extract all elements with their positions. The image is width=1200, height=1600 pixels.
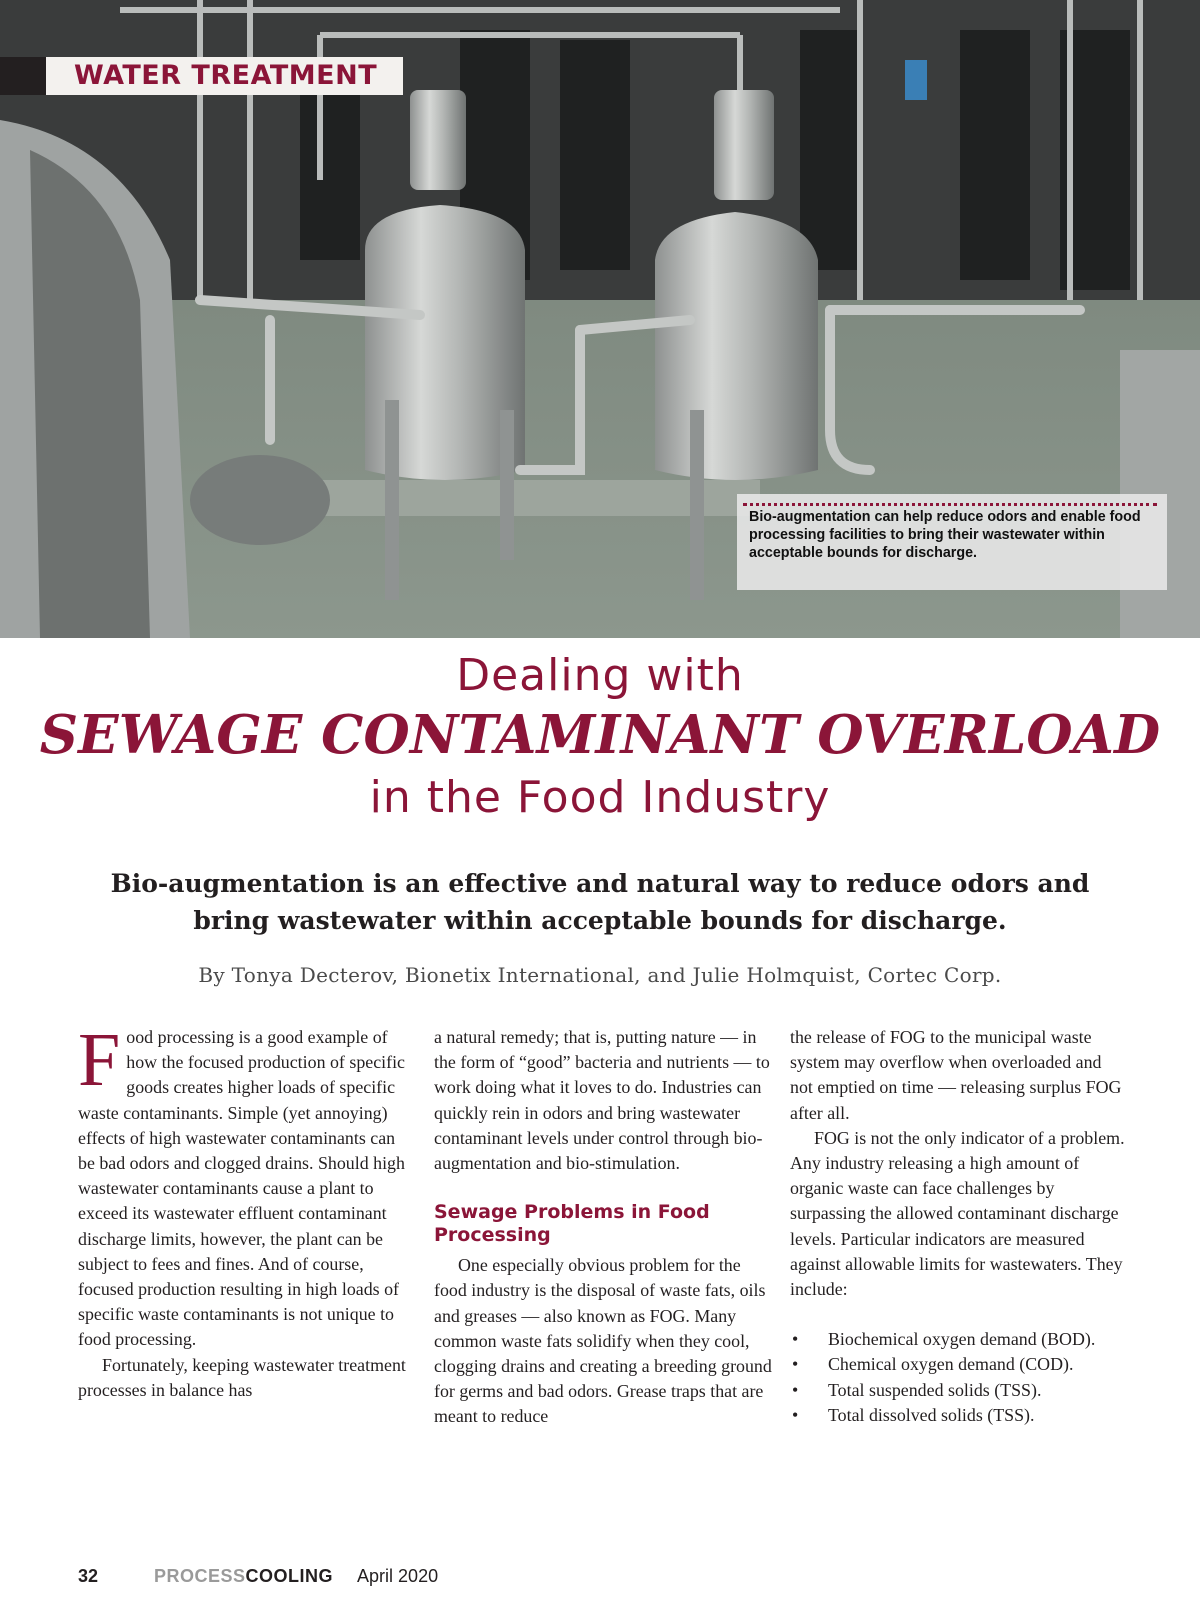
byline: By Tonya Decterov, Bionetix International, and Julie Holmquist, Cortec Corp.	[198, 963, 1002, 987]
paragraph-fortunately: Fortunately, keeping wastewater treatment processes in balance has	[78, 1354, 406, 1400]
column-2	[434, 1025, 772, 1430]
photo-caption-text: Bio-augmentation can help reduce odors and enable food processing facilities to bring their wastewater within acceptable bounds for discharge.	[749, 509, 1141, 561]
bullet-glyph: •	[792, 1379, 799, 1400]
photo-caption	[737, 494, 1167, 590]
bullet-glyph: •	[792, 1329, 799, 1350]
paragraph-fog: One especially obvious problem for the food industry is the disposal of waste fats, oils and greases — also known as FOG. Many common waste fats solidify when they cool, clogging drains and creating a breeding ground for germs and bad odors. Grease traps that are meant to reduce	[434, 1255, 772, 1427]
hero-photo	[0, 0, 1200, 638]
section-label-text: WATER TREATMENT	[46, 57, 403, 95]
paragraph-intro-text: ood processing is a good example of how the focused production of specific goods creates higher loads of specific waste contaminants. Simple (yet annoying) effects of high wastewater contaminants can be bad odors and clogged drains. Should high wastewater contaminants cause a plant to exceed its wastewater effluent contaminant discharge limits, however, the plant can be subject to fees and fines. And of course, focused production resulting in high loads of specific waste contaminants is not unique to food processing.	[78, 1027, 405, 1350]
caption-dotted-rule	[743, 503, 1157, 506]
list-item: • Total suspended solids (TSS).	[790, 1378, 1126, 1403]
drop-cap: F	[78, 1018, 121, 1102]
title-kicker: Dealing with	[456, 650, 744, 701]
paragraph-fog-release: the release of FOG to the municipal waste system may overflow when overloaded and not emptied on time — releasing surplus FOG after all.	[790, 1027, 1122, 1123]
section-label-bar	[0, 57, 46, 95]
column-3	[790, 1025, 1126, 1428]
bullet-glyph: •	[792, 1354, 799, 1375]
list-item: • Biochemical oxygen demand (BOD).	[790, 1327, 1126, 1352]
page-number: 32	[78, 1566, 99, 1586]
magazine-name-part1: PROCESS	[154, 1566, 246, 1586]
deck: Bio-augmentation is an effective and natural way to reduce odors and bring wastewater within acceptable bounds for discharge.	[110, 869, 1090, 935]
paragraph-intro	[78, 1018, 410, 1353]
title-tail: in the Food Industry	[369, 772, 831, 823]
list-item: • Total dissolved solids (TSS).	[790, 1403, 1126, 1428]
list-item: • Chemical oxygen demand (COD).	[790, 1352, 1126, 1377]
paragraph-remedy: a natural remedy; that is, putting nature — in the form of “good” bacteria and nutrients — to work doing what it loves to do. Industries can quickly rein in odors and bring wastewater contaminant levels under control through bio-augmentation and bio-stimulation.	[434, 1027, 770, 1174]
magazine-name-part2: COOLING	[245, 1566, 334, 1586]
issue-date: April 2020	[357, 1566, 439, 1586]
column-1	[78, 1018, 410, 1403]
page-footer	[78, 1566, 438, 1587]
bullet-glyph: •	[792, 1404, 799, 1425]
subheading-sewage-problems: Sewage Problems in Food Processing	[434, 1201, 710, 1247]
indicator-list	[790, 1327, 1126, 1428]
section-label	[0, 57, 403, 95]
paragraph-indicators: FOG is not the only indicator of a problem. Any industry releasing a high amount of organic waste can face challenges by surpassing the allowed contaminant discharge levels. Particular indicators are measured against allowable limits for wastewaters. They include:	[790, 1127, 1125, 1300]
title-main: SEWAGE CONTAMINANT OVERLOAD	[39, 704, 1161, 766]
